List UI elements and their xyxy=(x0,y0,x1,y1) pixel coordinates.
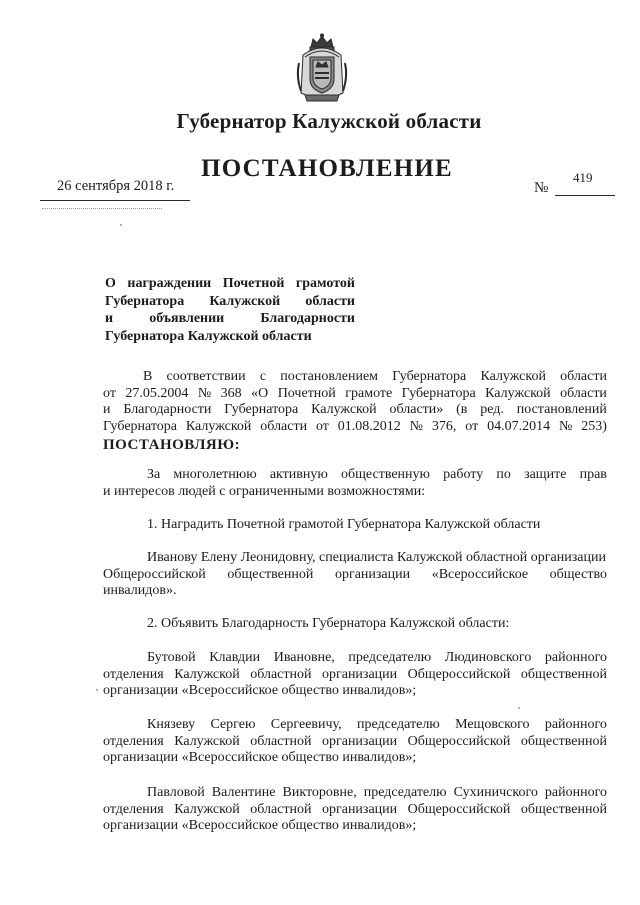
word: 04.07.2014 xyxy=(487,418,551,434)
document-subject xyxy=(105,275,355,345)
word: Калужской xyxy=(209,293,281,309)
text-line xyxy=(105,328,355,346)
word: Почетной xyxy=(277,385,336,401)
document-type-title: ПОСТАНОВЛЕНИЕ xyxy=(201,155,453,182)
text-line xyxy=(105,310,355,328)
word: областной xyxy=(250,733,312,749)
word: 376, xyxy=(431,418,457,434)
text-line xyxy=(105,275,355,293)
document-number: 419 xyxy=(573,170,593,185)
word: общественной xyxy=(227,566,314,582)
word: Губернатора Калужской области xyxy=(105,328,312,344)
text-line xyxy=(103,750,607,767)
issuer-title: Губернатор Калужской области xyxy=(176,109,482,133)
word: О xyxy=(105,276,116,291)
word: Общероссийской xyxy=(103,566,206,582)
word: Губернатора xyxy=(392,369,467,384)
word: организации xyxy=(321,666,398,682)
word: «О xyxy=(251,385,269,401)
word: и xyxy=(105,311,114,326)
word: соответствии xyxy=(166,369,246,384)
word: Викторовне, xyxy=(282,785,357,800)
word: активную xyxy=(269,467,328,482)
word: области xyxy=(260,418,308,434)
word: Губернатора xyxy=(105,293,185,309)
word: Благодарности xyxy=(123,402,212,417)
word: постановлением xyxy=(280,369,379,384)
word: «Всероссийское xyxy=(431,566,529,582)
word: № xyxy=(197,385,212,401)
word: Сергею xyxy=(210,717,256,732)
word: 27.05.2004 xyxy=(125,385,189,401)
word: организации xyxy=(334,566,411,582)
word: организации «Всероссийское общество инвалидов»; xyxy=(103,683,417,698)
text-line xyxy=(103,802,607,819)
word: прав xyxy=(579,467,607,482)
number-underline xyxy=(555,195,615,196)
word: 01.08.2012 xyxy=(337,418,401,434)
word: председателю xyxy=(356,717,440,732)
award-recipient xyxy=(103,550,607,600)
word: общество xyxy=(549,566,607,582)
word: отделения xyxy=(103,666,164,682)
text-line xyxy=(103,402,607,419)
word: области xyxy=(560,385,607,401)
scan-artifact xyxy=(96,689,98,691)
gratitude-recipient xyxy=(103,650,607,700)
word: Бутовой xyxy=(147,650,196,665)
word: организации xyxy=(321,733,398,749)
word: Губернатора xyxy=(401,385,476,401)
word: и интересов людей с ограниченными возможностями: xyxy=(103,483,426,499)
word: председателю xyxy=(348,650,432,665)
word: Калужской xyxy=(480,369,546,384)
word: Павловой xyxy=(147,785,205,800)
word: грамотой xyxy=(295,276,355,291)
word: ред. xyxy=(480,402,504,417)
text-line xyxy=(103,818,607,835)
word: общественную xyxy=(341,467,430,482)
word: областной xyxy=(250,666,312,682)
word: За xyxy=(147,467,161,482)
scan-artifact xyxy=(518,707,520,709)
word: от xyxy=(103,385,116,401)
word: постановлений xyxy=(516,402,607,417)
word: Валентине xyxy=(211,785,276,800)
word: организации «Всероссийское общество инвалидов»; xyxy=(103,750,417,765)
coat-of-arms-icon xyxy=(293,33,351,105)
number-label: № xyxy=(534,180,549,196)
word: Иванову Елену Леонидовну, специалиста Калужской областной организации xyxy=(147,550,606,565)
text-line xyxy=(103,550,607,567)
word: Общероссийской xyxy=(407,666,511,682)
word: многолетнюю xyxy=(173,467,257,482)
item-1-title: 1. Наградить Почетной грамотой Губернатора Калужской области xyxy=(147,517,541,532)
word: награждении xyxy=(127,276,212,291)
word: от xyxy=(465,418,479,434)
word: общественной xyxy=(520,666,607,682)
item-2-title: 2. Объявить Благодарность Губернатора Калужской области: xyxy=(147,616,510,631)
word: защите xyxy=(524,467,567,482)
word: Людиновского xyxy=(444,650,532,665)
word: работу xyxy=(443,467,484,482)
text-line xyxy=(103,583,607,600)
date-underline xyxy=(40,200,190,201)
text-line xyxy=(103,734,607,751)
word: общественной xyxy=(520,801,607,817)
word: Калужской xyxy=(174,733,240,749)
word: Калужской xyxy=(311,402,377,417)
word: организации xyxy=(321,801,398,817)
word: № xyxy=(409,418,424,434)
word: Калужской xyxy=(485,385,551,401)
word: Клавдии xyxy=(209,650,261,665)
word: (в xyxy=(456,402,468,417)
word: 368 xyxy=(220,385,242,401)
word: инвалидов». xyxy=(103,583,177,598)
word: от xyxy=(315,418,329,434)
word: отделения xyxy=(103,801,164,817)
text-line xyxy=(103,419,607,436)
gratitude-recipient xyxy=(103,785,607,835)
scan-artifact xyxy=(120,224,122,226)
word: Сергеевичу, xyxy=(270,717,342,732)
word: Почетной xyxy=(222,276,285,291)
document-date: 26 сентября 2018 г. xyxy=(57,178,175,194)
intro-paragraph xyxy=(103,467,607,500)
word: В xyxy=(143,369,153,384)
word: объявлении xyxy=(149,311,225,326)
text-line xyxy=(103,717,607,734)
word: Общероссийской xyxy=(407,733,511,749)
word: и xyxy=(103,402,111,417)
word: районного xyxy=(544,717,607,732)
preamble-paragraph xyxy=(103,369,607,435)
word: отделения xyxy=(103,733,164,749)
word: Ивановне, xyxy=(273,650,335,665)
text-line xyxy=(103,650,607,667)
word: Благодарности xyxy=(260,311,355,326)
word: Князеву xyxy=(147,717,196,732)
word: Калужской xyxy=(185,418,252,434)
word: Калужской xyxy=(174,801,240,817)
text-line xyxy=(103,567,607,584)
word: Сухиничского xyxy=(453,785,538,800)
text-line xyxy=(103,785,607,802)
text-line xyxy=(103,484,607,501)
text-line xyxy=(103,369,607,386)
word: области xyxy=(305,293,355,309)
word: районного xyxy=(544,785,607,800)
word: Мещовского xyxy=(455,717,530,732)
decree-word: ПОСТАНОВЛЯЮ: xyxy=(103,437,241,453)
word: области» xyxy=(389,402,444,417)
word: с xyxy=(259,369,267,384)
word: общественной xyxy=(520,733,607,749)
word: № xyxy=(558,418,573,434)
text-line xyxy=(103,386,607,403)
word: Калужской xyxy=(174,666,240,682)
text-line xyxy=(103,667,607,684)
text-line xyxy=(103,467,607,484)
word: Губернатора xyxy=(103,418,178,434)
word: председателю xyxy=(363,785,447,800)
text-line xyxy=(103,683,607,700)
gratitude-recipient xyxy=(103,717,607,767)
word: областной xyxy=(250,801,312,817)
text-line xyxy=(105,293,355,311)
word: грамоте xyxy=(345,385,393,401)
word: Губернатора xyxy=(224,402,299,417)
word: Общероссийской xyxy=(407,801,511,817)
word: районного xyxy=(544,650,607,665)
word: организации «Всероссийское общество инвалидов»; xyxy=(103,818,417,833)
word: области xyxy=(560,369,607,384)
word: по xyxy=(496,467,511,482)
word: 253) xyxy=(581,418,607,434)
date-dotted-line xyxy=(42,208,162,211)
